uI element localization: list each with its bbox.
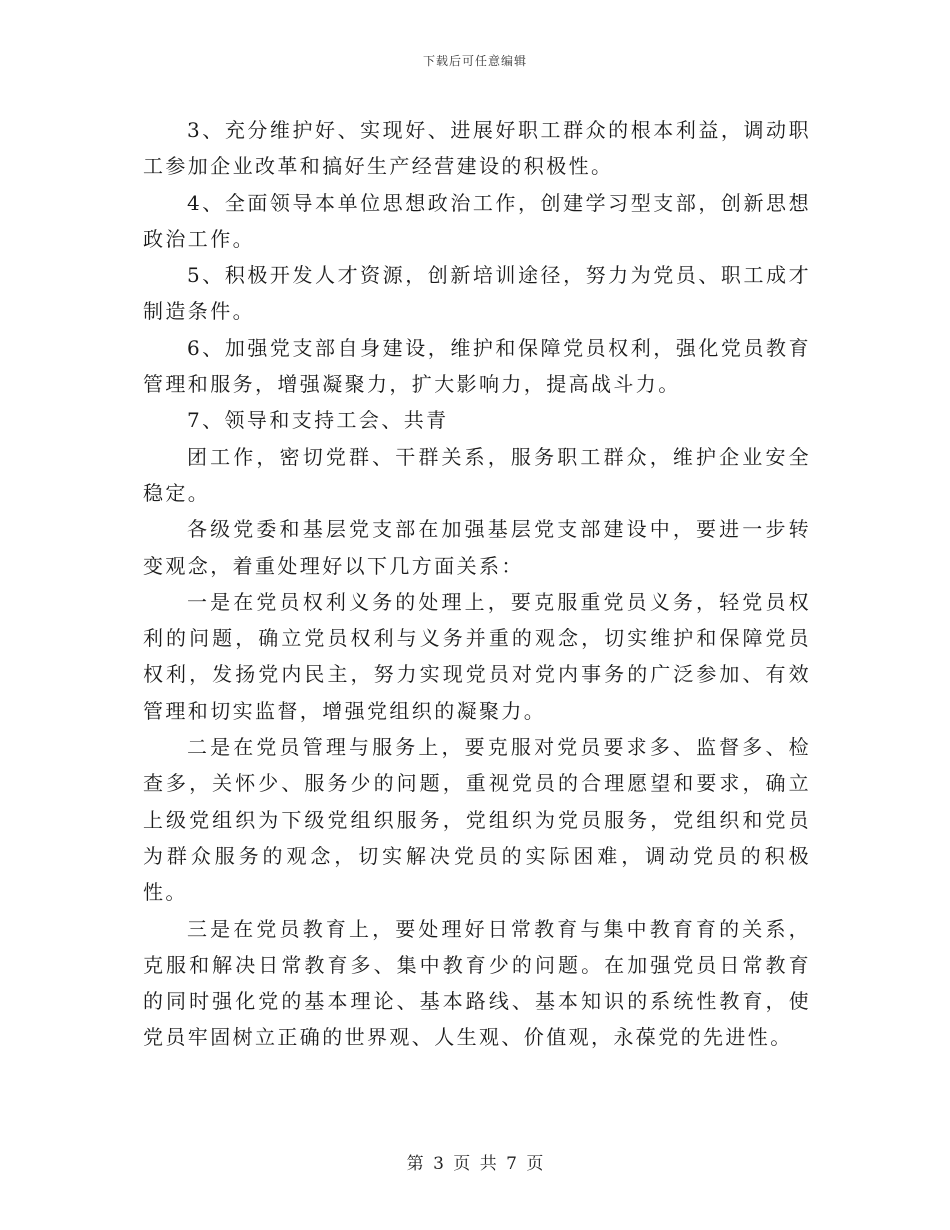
paragraph-item-7: 7、领导和支持工会、共青 [187, 408, 449, 433]
paragraph-item-6: 6、加强党支部自身建设，维护和保障党员权利，强化党员教育管理和服务，增强凝聚力，扩大影响力，提高战斗力。 [143, 335, 811, 397]
paragraph-item-4: 4、全面领导本单位思想政治工作，创建学习型支部，创新思想政治工作。 [143, 190, 811, 251]
paragraph-relations-intro: 各级党委和基层党支部在加强基层党支部建设中，要进一步转变观念，着重处理好以下几方面关系： [143, 517, 811, 578]
page-footer: 第 3 页 共 7 页 [406, 1154, 544, 1174]
paragraph-relation-three: 三是在党员教育上，要处理好日常教育与集中教育育的关系，克服和解决日常教育多、集中教育少的问题。在加强党员日常教育的同时强化党的基本理论、基本路线、基本知识的系统性教育，使党员牢固树立正确的世界观、人生观、价值观，永葆党的先进性。 [143, 916, 811, 1050]
paragraph-relation-one: 一是在党员权利义务的处理上，要克服重党员义务，轻党员权利的问题，确立党员权利与义务并重的观念，切实维护和保障党员权利，发扬党内民主，努力实现党员对党内事务的广泛参加、有效管理和切实监督，增强党组织的凝聚力。 [143, 589, 811, 723]
paragraph-item-5: 5、积极开发人才资源，创新培训途径，努力为党员、职工成才制造条件。 [143, 263, 811, 324]
paragraph-item-7-continued: 团工作，密切党群、干群关系，服务职工群众，维护企业安全稳定。 [143, 444, 811, 505]
paragraph-item-3: 3、充分维护好、实现好、进展好职工群众的根本利益，调动职工参加企业改革和搞好生产经营建设的积极性。 [143, 118, 811, 179]
paragraph-relation-two: 二是在党员管理与服务上，要克服对党员要求多、监督多、检查多，关怀少、服务少的问题，重视党员的合理愿望和要求，确立上级党组织为下级党组织服务，党组织为党员服务，党组织和党员为群众服务的观念，切实解决党员的实际困难，调动党员的积极性。 [143, 735, 811, 905]
document-body [143, 112, 811, 1056]
page-header: 下载后可任意编辑 [422, 54, 527, 68]
